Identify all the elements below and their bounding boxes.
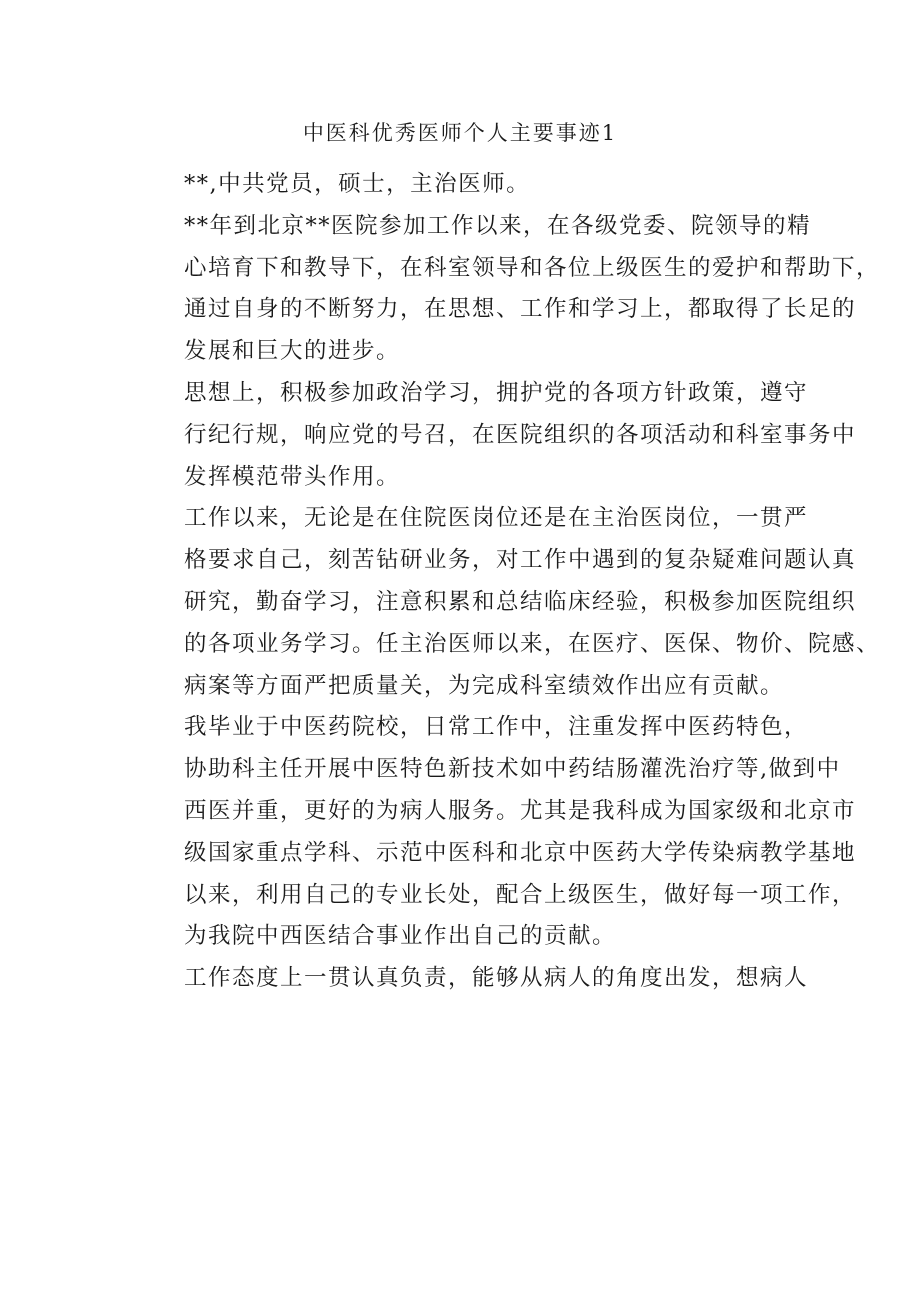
paragraph-line: 病案等方面严把质量关，为完成科室绩效作出应有贡献。 [184, 672, 785, 699]
paragraph-line: 发展和巨大的进步。 [184, 338, 401, 365]
paragraph-line: 研究，勤奋学习，注意积累和总结临床经验，积极参加医院组织 [184, 588, 857, 615]
paragraph-line: 我毕业于中医药院校，日常工作中，注重发挥中医药特色， [184, 714, 809, 741]
paragraph-line: 通过自身的不断努力，在思想、工作和学习上，都取得了长足的 [184, 296, 857, 323]
paragraph-line: 心培育下和教导下，在科室领导和各位上级医生的爱护和帮助下， [184, 254, 881, 281]
paragraph-line: 行纪行规，响应党的号召，在医院组织的各项活动和科室事务中 [184, 421, 857, 448]
paragraph-career [137, 206, 881, 373]
paragraph-line: **,中共党员，硕士，主治医师。 [184, 171, 531, 197]
paragraph-line: 协助科主任开展中医特色新技术如中药结肠灌洗治疗等,做到中 [184, 756, 841, 783]
paragraph-intro [137, 164, 797, 206]
paragraph-line: 思想上，积极参加政治学习，拥护党的各项方针政策，遵守 [184, 379, 809, 406]
paragraph-line: 发挥模范带头作用。 [184, 463, 401, 490]
paragraph-line: 为我院中西医结合事业作出自己的贡献。 [184, 923, 617, 950]
paragraph-line: **年到北京**医院参加工作以来，在各级党委、院领导的精 [184, 212, 812, 239]
paragraph-ideology [137, 373, 857, 498]
paragraph-line: 级国家重点学科、示范中医科和北京中医药大学传染病教学基地 [184, 839, 857, 866]
document-title: 中医科优秀医师个人主要事迹1 [302, 121, 618, 145]
paragraph-work [137, 498, 881, 707]
paragraph-line: 格要求自己，刻苦钻研业务，对工作中遇到的复杂疑难问题认真 [184, 547, 857, 574]
paragraph-line: 工作态度上一贯认真负责，能够从病人的角度出发，想病人 [184, 965, 809, 992]
paragraph-line: 的各项业务学习。任主治医师以来，在医疗、医保、物价、院感、 [184, 630, 881, 657]
document-body [137, 164, 881, 1000]
paragraph-attitude [137, 958, 809, 1000]
paragraph-tcm [137, 707, 857, 958]
paragraph-line: 以来，利用自己的专业长处，配合上级医生，做好每一项工作， [184, 881, 857, 908]
paragraph-line: 工作以来，无论是在住院医岗位还是在主治医岗位，一贯严 [184, 505, 809, 532]
paragraph-line: 西医并重，更好的为病人服务。尤其是我科成为国家级和北京市 [184, 797, 857, 824]
